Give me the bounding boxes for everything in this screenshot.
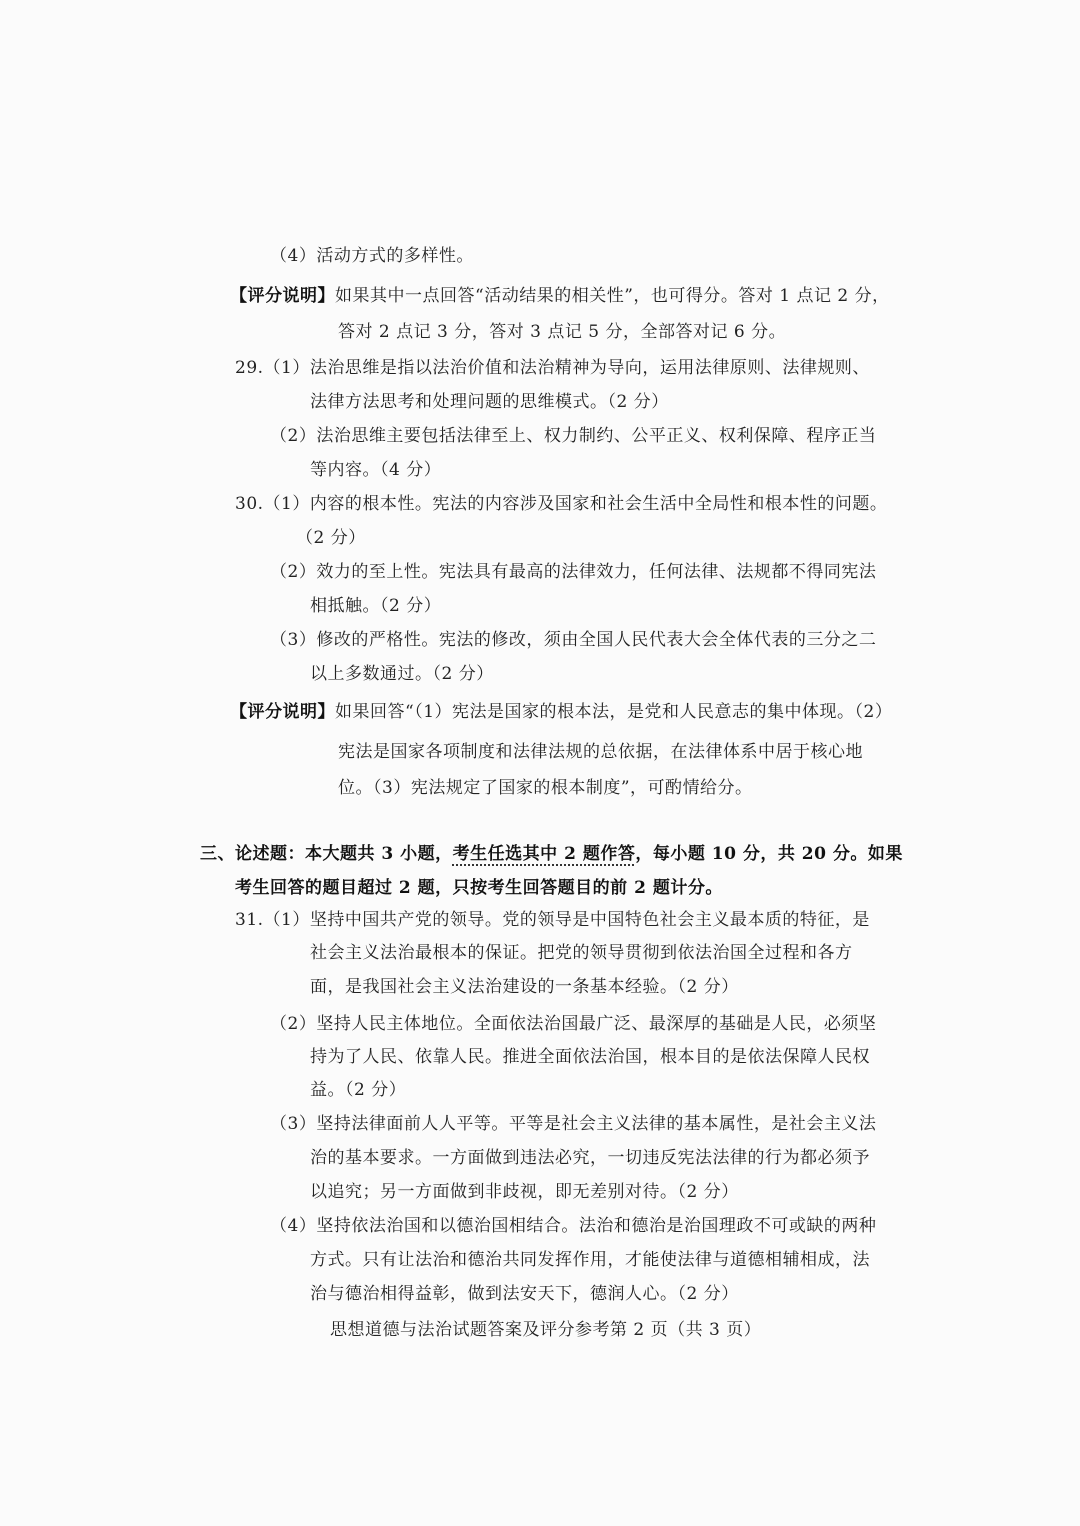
section-heading-emphasis: 考生任选其中 2 题作答 (452, 844, 636, 864)
section-heading-part: 三、论述题：本大题共 3 小题， (200, 844, 453, 864)
scoring-note-28 (230, 284, 890, 308)
answer-31-3: （3）坚持法律面前人人平等。平等是社会主义法律的基本属性，是社会主义法 (270, 1114, 877, 1134)
scoring-note-30-cont: 位。（3）宪法规定了国家的根本制度”，可酌情给分。 (338, 778, 753, 798)
scoring-note-28-cont: 答对 2 点记 3 分，答对 3 点记 5 分，全部答对记 6 分。 (338, 322, 787, 342)
section-three-heading-cont: 考生回答的题目超过 2 题，只按考生回答题目的前 2 题计分。 (235, 878, 723, 898)
page-footer: 思想道德与法治试题答案及评分参考第 2 页（共 3 页） (330, 1320, 762, 1340)
scoring-note-30 (230, 700, 892, 724)
answer-30-2-cont: 相抵触。（2 分） (310, 596, 442, 616)
answer-31-2-cont: 持为了人民、依靠人民。推进全面依法治国，根本目的是依法保障人民权 (310, 1047, 870, 1067)
scoring-note-30-cont: 宪法是国家各项制度和法律法规的总依据，在法律体系中居于核心地 (338, 742, 863, 762)
answer-30-1-cont: （2 分） (296, 528, 366, 548)
answer-30-1: 30.（1）内容的根本性。宪法的内容涉及国家和社会生活中全局性和根本性的问题。 (235, 494, 888, 514)
scoring-note-text: 如果其中一点回答“活动结果的相关性”，也可得分。答对 1 点记 2 分， (335, 286, 890, 306)
answer-31-4-cont: 方式。只有让法治和德治共同发挥作用，才能使法律与道德相辅相成，法 (310, 1250, 870, 1270)
answer-31-3-cont: 以追究；另一方面做到非歧视，即无差别对待。（2 分） (310, 1182, 739, 1202)
answer-31-1-cont: 面，是我国社会主义法治建设的一条基本经验。（2 分） (310, 977, 739, 997)
answer-29-1: 29.（1）法治思维是指以法治价值和法治精神为导向，运用法律原则、法律规则、 (235, 358, 870, 378)
answer-31-1-cont: 社会主义法治最根本的保证。把党的领导贯彻到依法治国全过程和各方 (310, 943, 853, 963)
answer-30-2: （2）效力的至上性。宪法具有最高的法律效力，任何法律、法规都不得同宪法 (270, 562, 877, 582)
scoring-note-text: 如果回答“（1）宪法是国家的根本法，是党和人民意志的集中体现。（2） (335, 702, 893, 722)
answer-29-2: （2）法治思维主要包括法律至上、权力制约、公平正义、权利保障、程序正当 (270, 426, 877, 446)
section-heading-part: ，每小题 10 分，共 20 分。如果 (635, 844, 903, 864)
scoring-note-tag: 【评分说明】 (230, 702, 335, 722)
answer-31-4: （4）坚持依法治国和以德治国相结合。法治和德治是治国理政不可或缺的两种 (270, 1216, 877, 1236)
answer-31-1: 31.（1）坚持中国共产党的领导。党的领导是中国特色社会主义最本质的特征，是 (235, 910, 870, 930)
answer-31-2: （2）坚持人民主体地位。全面依法治国最广泛、最深厚的基础是人民，必须坚 (270, 1014, 877, 1034)
answer-31-3-cont: 治的基本要求。一方面做到违法必究，一切违反宪法法律的行为都必须予 (310, 1148, 870, 1168)
answer-30-3: （3）修改的严格性。宪法的修改，须由全国人民代表大会全体代表的三分之二 (270, 630, 877, 650)
answer-29-1-cont: 法律方法思考和处理问题的思维模式。（2 分） (310, 392, 669, 412)
answer-29-2-cont: 等内容。（4 分） (310, 460, 442, 480)
scoring-note-tag: 【评分说明】 (230, 286, 335, 306)
answer-31-4-cont: 治与德治相得益彰，做到法安天下，德润人心。（2 分） (310, 1284, 739, 1304)
answer-31-2-cont: 益。（2 分） (310, 1080, 407, 1100)
section-three-heading (200, 842, 903, 866)
answer-30-3-cont: 以上多数通过。（2 分） (310, 664, 494, 684)
answer-28-4: （4）活动方式的多样性。 (270, 246, 474, 266)
